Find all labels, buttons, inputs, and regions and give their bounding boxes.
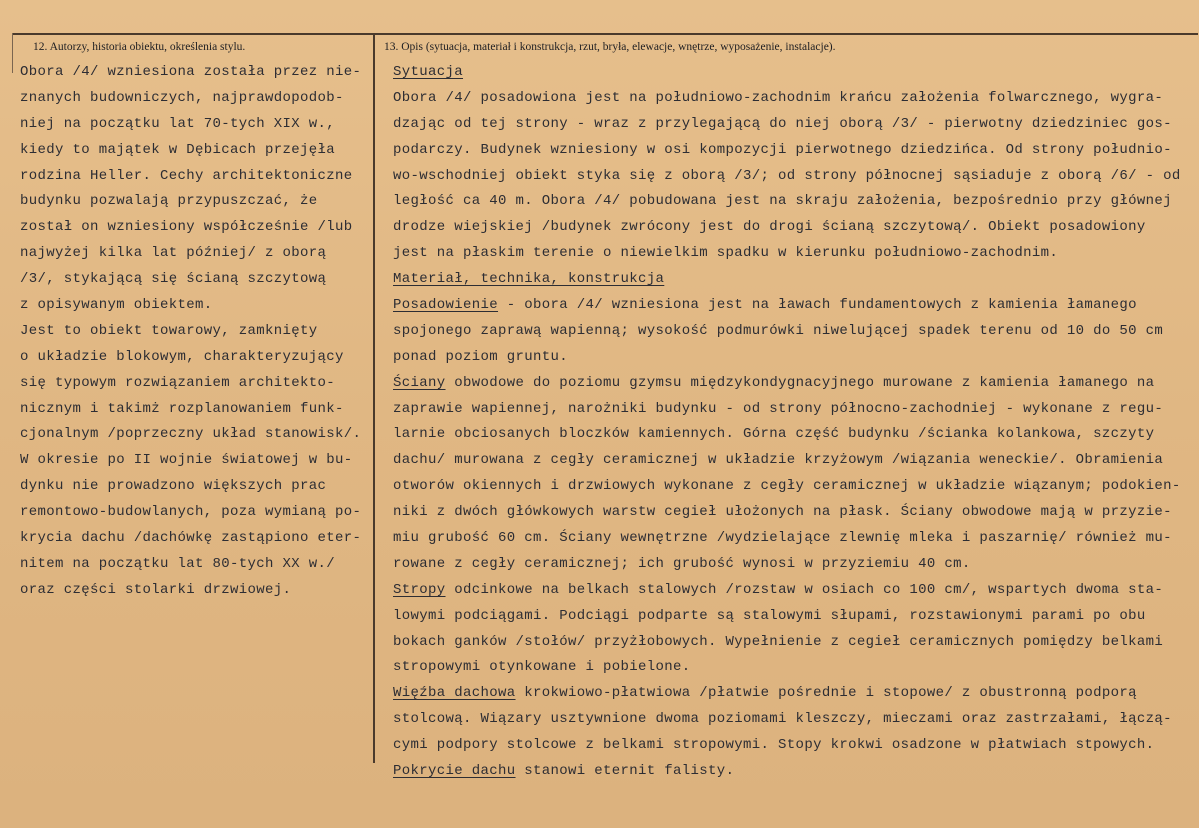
text-line: Obora /4/ wzniesiona została przez nie- (20, 64, 362, 80)
text-line (393, 552, 1193, 578)
text-line (393, 604, 1193, 630)
text-line: Jest to obiekt towarowy, zamknięty (20, 322, 318, 339)
text-line (393, 500, 1193, 526)
text-line (393, 164, 1193, 190)
text-line: został on wzniesiony współcześnie /lub (20, 219, 353, 236)
text-line (393, 526, 1193, 552)
text-line: o układzie blokowym, charakteryzujący (20, 348, 344, 365)
text-line: oraz części stolarki drzwiowej. (20, 581, 292, 598)
line-text: obwodowe do poziomu gzymsu międzykondygnacyjnego murowane z kamienia łamanego na (445, 374, 1155, 391)
text-line (393, 241, 1193, 267)
text-line (393, 733, 1193, 759)
subsection-heading: Ściany (393, 374, 446, 391)
line-text: Obora /4/ posadowiona jest na południowo-zachodnim krańcu założenia folwarcznego, wygra- (393, 89, 1164, 106)
text-line: rodzina Heller. Cechy architektoniczne (20, 167, 353, 184)
section-12-header: 12. Autorzy, historia obiektu, określenia stylu. (33, 41, 246, 53)
text-line: nicznym i takimż rozplanowaniem funk- (20, 400, 344, 417)
subsection-heading: Sytuacja (393, 64, 464, 80)
text-line (393, 422, 1193, 448)
subsection-line (393, 371, 1193, 397)
line-text: odcinkowe na belkach stalowych /rozstaw w osiach co 100 cm/, wspartych dwoma sta- (445, 581, 1164, 598)
line-text: cymi podpory stolcowe z belkami stropowymi. Stopy krokwi osadzone w płatwiach stpowych. (393, 737, 1155, 754)
text-line: /3/, stykającą się ścianą szczytową (20, 271, 327, 288)
text-line: krycia dachu /dachówkę zastąpiono eter- (20, 530, 362, 547)
line-text: stanowi eternit falisty. (515, 763, 735, 780)
subsection-line (393, 267, 1193, 293)
line-text: wo-wschodniej obiekt styka się z oborą /3/; od strony północnej sąsiaduje z oborą /6/ - od (393, 167, 1181, 184)
left-border-mark (12, 33, 13, 73)
text-line (393, 215, 1193, 241)
line-text: podarczy. Budynek wzniesiony w osi kompozycji pierwotnego dziedzińca. Od strony południo- (393, 141, 1172, 158)
text-line: niej na początku lat 70-tych XIX w., (20, 115, 336, 132)
text-line (393, 138, 1193, 164)
line-text: stolcową. Wiązary usztywnione dwoma poziomami kleszczy, mieczami oraz zastrzałami, łączą- (393, 711, 1172, 728)
line-text: miu grubość 60 cm. Ściany wewnętrzne /wydzielające zlewnię mleka i paszarnię/ również mu- (393, 530, 1172, 547)
text-line: nitem na początku lat 80-tych XX w./ (20, 555, 336, 572)
subsection-heading: Więźba dachowa (393, 685, 516, 702)
text-line: kiedy to majątek w Dębicach przejęła (20, 141, 336, 158)
line-text: larnie obciosanych bloczków kamiennych. Górna część budynku /ścianka kolankowa, szczyty (393, 426, 1155, 443)
line-text: drodze wiejskiej /budynek zwrócony jest do drogi ścianą szczytową/. Obiekt posadowiony (393, 219, 1146, 236)
section-13-header: 13. Opis (sytuacja, materiał i konstrukcja, rzut, bryła, elewacje, wnętrze, wyposażenie, instalacje). (384, 41, 836, 53)
subsection-heading: Posadowienie (393, 297, 499, 314)
subsection-line (393, 578, 1193, 604)
line-text: spojonego zaprawą wapienną; wysokość podmurówki niwelującej spadek terenu od 10 do 50 cm (393, 322, 1164, 339)
line-text: otworów okiennych i drzwiowych wykonane z cegły ceramicznej w układzie wiązanym; podokien- (393, 478, 1181, 495)
subsection-line (393, 681, 1193, 707)
line-text: ponad poziom gruntu. (393, 348, 569, 365)
text-line: remontowo-budowlanych, poza wymianą po- (20, 504, 362, 521)
section-13-body (393, 60, 1193, 785)
text-line: cjonalnym /poprzeczny układ stanowisk/. (20, 426, 362, 443)
text-line: budynku pozwalają przypuszczać, że (20, 193, 318, 210)
text-line (393, 112, 1193, 138)
text-line (393, 345, 1193, 371)
text-line (393, 655, 1193, 681)
subsection-heading: Stropy (393, 581, 446, 598)
line-text: zaprawie wapiennej, narożniki budynku - od strony północno-zachodniej - wykonane z regu- (393, 400, 1164, 417)
line-text: niki z dwóch główkowych warstw cegieł ułożonych na płask. Ściany obwodowe mają w przyzie- (393, 504, 1172, 521)
text-line (393, 630, 1193, 656)
text-line (393, 86, 1193, 112)
line-text: dachu/ murowana z cegły ceramicznej w układzie krzyżowym /wiązania weneckie/. Obramienia (393, 452, 1164, 469)
line-text: rowane z cegły ceramicznej; ich grubość wynosi w przyziemiu 40 cm. (393, 555, 971, 572)
text-line (393, 189, 1193, 215)
text-line (393, 448, 1193, 474)
line-text: - obora /4/ wzniesiona jest na ławach fundamentowych z kamienia łamanego (498, 297, 1137, 314)
line-text: lowymi podciągami. Podciągi podparte są stalowymi słupami, rozstawionymi parami po obu (393, 607, 1146, 624)
section-12-body (20, 60, 370, 604)
subsection-line (393, 293, 1193, 319)
text-line: W okresie po II wojnie światowej w bu- (20, 452, 353, 469)
text-line (393, 397, 1193, 423)
text-line: dynku nie prowadzono większych prac (20, 478, 327, 495)
text-line (393, 319, 1193, 345)
text-line: najwyżej kilka lat później/ z oborą (20, 245, 327, 262)
subsection-heading: Materiał, technika, konstrukcja (393, 271, 665, 288)
column-divider (373, 33, 375, 763)
line-text: stropowymi otynkowane i pobielone. (393, 659, 691, 676)
subsection-heading: Pokrycie dachu (393, 763, 516, 780)
text-line (393, 707, 1193, 733)
line-text: dzając od tej strony - wraz z przylegającą do niej oborą /3/ - pierwotny dziedziniec gos- (393, 115, 1172, 132)
text-line: z opisywanym obiektem. (20, 297, 213, 314)
header-rule (12, 33, 1198, 35)
text-line: znanych budowniczych, najprawdopodob- (20, 89, 344, 106)
text-line: się typowym rozwiązaniem architekto- (20, 374, 336, 391)
line-text: ległość ca 40 m. Obora /4/ pobudowana jest na skraju założenia, bezpośrednio przy głównej (393, 193, 1172, 210)
line-text: jest na płaskim terenie o niewielkim spadku w kierunku południowo-zachodnim. (393, 245, 1059, 262)
text-line (393, 474, 1193, 500)
line-text: krokwiowo-płatwiowa /płatwie pośrednie i stopowe/ z obustronną podporą (515, 685, 1137, 702)
line-text: bokach ganków /stołów/ przyżłobowych. Wypełnienie z cegieł ceramicznych pomiędzy belkami (393, 633, 1164, 650)
subsection-line (393, 759, 1193, 785)
subsection-line (393, 60, 1193, 86)
